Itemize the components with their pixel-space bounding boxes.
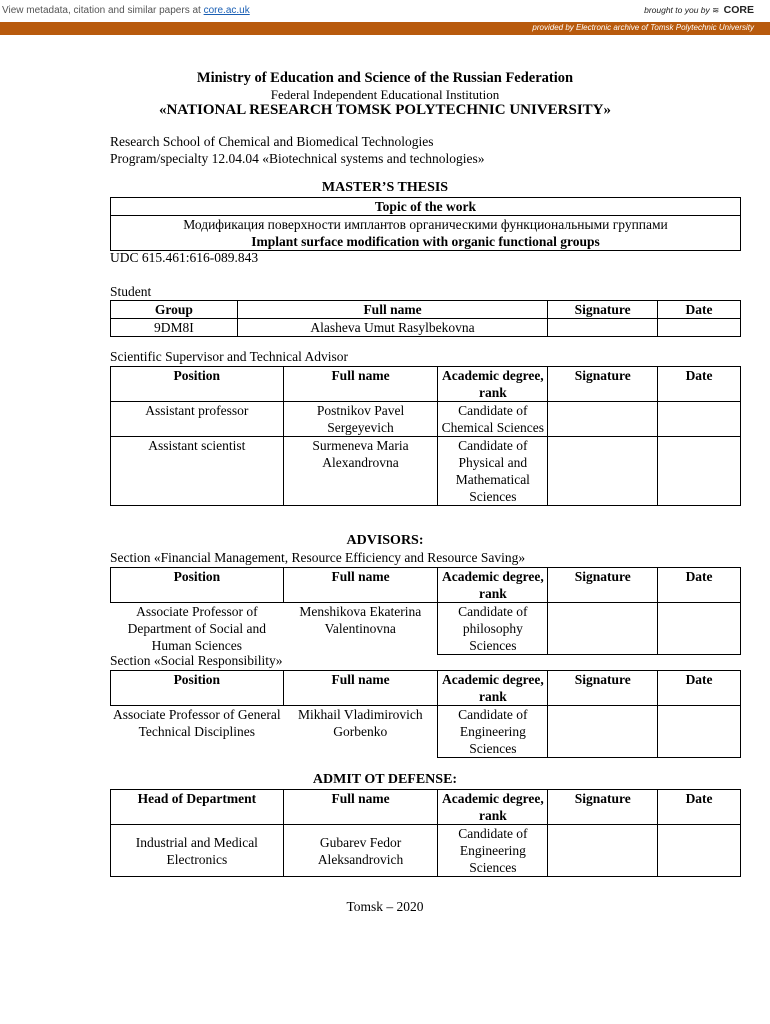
advisor-technical-signature [548,437,658,506]
admit-header-date: Date [658,790,741,825]
core-brought-text [644,4,754,16]
student-header-group: Group [111,301,238,319]
social-degree: Candidate of Engineering Sciences [438,706,548,758]
social-position: Associate Professor of General Technical Disciplines [113,707,281,739]
student-fullname: Alasheva Umut Rasylbekovna [237,319,547,337]
supervisor-date [658,402,741,437]
advisors-title: ADVISORS: [346,533,424,548]
admit-header-degree: Academic degree, rank [438,790,548,825]
admit-header-signature: Signature [548,790,658,825]
core-provided-prefix: provided by [532,23,574,32]
financial-fullname: Menshikova Ekaterina Valentinovna [299,604,422,636]
social-section-label: Section «Social Responsibility» [110,653,283,668]
supervisor-header-degree: Academic degree, rank [438,367,548,402]
udc-line: UDC 615.461:616-089.843 [110,250,259,265]
supervisor-label: Scientific Supervisor and Technical Advisor [110,349,349,364]
core-banner [0,0,770,22]
footer-city-year: Tomsk – 2020 [346,899,424,914]
financial-position: Associate Professor of Department of Social and Human Sciences [127,604,266,653]
admit-department: Industrial and Medical Electronics [111,825,284,877]
core-logo-icon: ≋ [712,5,720,15]
financial-table [110,567,741,655]
supervisor-header-row [111,367,741,402]
admit-header-row [111,790,741,825]
financial-header-degree: Academic degree, rank [438,568,548,603]
core-logo[interactable]: CORE [723,4,754,16]
social-fullname: Mikhail Vladimirovich Gorbenko [297,707,423,739]
admit-row [111,825,741,877]
supervisor-table [110,366,741,506]
student-row [111,319,741,337]
core-metadata-prefix: View metadata, citation and similar papers at [2,5,201,16]
social-header-degree: Academic degree, rank [438,671,548,706]
core-provided-text [532,23,754,32]
financial-row [111,603,741,655]
student-header-fullname: Full name [237,301,547,319]
institution-type: Federal Independent Educational Institution [270,87,500,102]
admit-header-head: Head of Department [111,790,284,825]
financial-header-row [111,568,741,603]
core-metadata-text [2,5,250,16]
topic-cell [111,216,741,251]
social-signature [548,706,658,758]
admit-table [110,789,741,877]
financial-date [658,603,741,655]
student-label: Student [110,284,152,299]
financial-header-fullname: Full name [283,568,438,603]
student-header-row [111,301,741,319]
supervisor-header-fullname: Full name [283,367,438,402]
core-provided-bar [0,22,770,35]
admit-date [658,825,741,877]
student-header-date: Date [658,301,741,319]
core-provided-source[interactable]: Electronic archive of Tomsk Polytechnic University [576,23,754,32]
supervisor-header-signature: Signature [548,367,658,402]
thesis-title: MASTER’S THESIS [321,180,449,195]
core-link[interactable]: core.ac.uk [203,5,250,16]
financial-header-signature: Signature [548,568,658,603]
supervisor-header-position: Position [111,367,284,402]
supervisor-signature [548,402,658,437]
financial-section-label: Section «Financial Management, Resource Efficiency and Resource Saving» [110,550,526,565]
core-brought-label: brought to you by [644,5,710,15]
financial-signature [548,603,658,655]
student-table [110,300,741,337]
school-line: Research School of Chemical and Biomedical Technologies [110,134,434,149]
topic-table [110,197,741,251]
university-name: «NATIONAL RESEARCH TOMSK POLYTECHNIC UNIVERSITY» [158,102,612,118]
advisor-technical-position: Assistant scientist [111,437,284,506]
social-header-signature: Signature [548,671,658,706]
supervisor-position: Assistant professor [111,402,284,437]
student-date [658,319,741,337]
admit-signature [548,825,658,877]
financial-header-position: Position [111,568,284,603]
topic-label: Topic of the work [111,198,741,216]
social-header-position: Position [111,671,284,706]
social-header-fullname: Full name [283,671,438,706]
social-header-row [111,671,741,706]
admit-fullname: Gubarev Fedor Aleksandrovich [283,825,438,877]
student-header-signature: Signature [548,301,658,319]
topic-english: Implant surface modification with organic functional groups [251,234,600,249]
supervisor-degree: Candidate of Chemical Sciences [438,402,548,437]
topic-russian: Модификация поверхности имплантов органическими функциональными группами [183,217,668,232]
social-header-date: Date [658,671,741,706]
social-row [111,706,741,758]
advisor-technical-fullname: Surmeneva Maria Alexandrovna [283,437,438,506]
supervisor-header-date: Date [658,367,741,402]
admit-header-fullname: Full name [283,790,438,825]
advisor-technical-date [658,437,741,506]
advisor-technical-row [111,437,741,506]
financial-header-date: Date [658,568,741,603]
supervisor-fullname: Postnikov Pavel Sergeyevich [283,402,438,437]
financial-degree: Candidate of philosophy Sciences [438,603,548,655]
program-line: Program/specialty 12.04.04 «Biotechnical systems and technologies» [110,151,485,166]
ministry-heading: Ministry of Education and Science of the Russian Federation [196,70,574,86]
social-table [110,670,741,758]
student-signature [548,319,658,337]
student-group: 9DM8I [111,319,238,337]
advisor-technical-degree: Candidate of Physical and Mathematical Sciences [438,437,548,506]
admit-degree: Candidate of Engineering Sciences [438,825,548,877]
admit-title: ADMIT OT DEFENSE: [312,772,458,787]
social-date [658,706,741,758]
supervisor-row [111,402,741,437]
